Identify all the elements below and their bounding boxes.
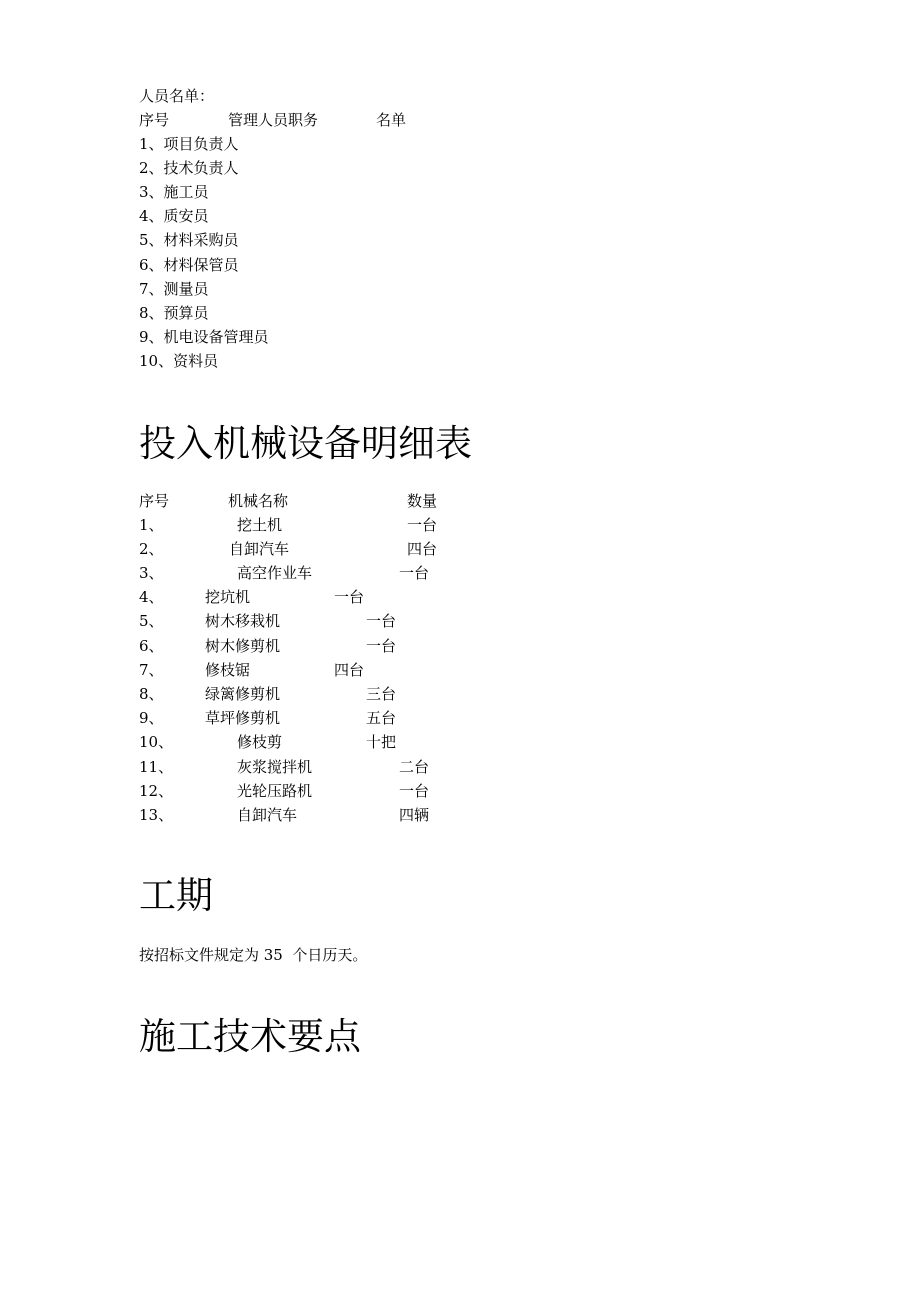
personnel-row: 8、预算员 [139,304,209,322]
equipment-qty: 一台 [407,516,438,534]
equipment-no: 1、 [139,516,164,534]
equipment-name: 挖坑机 [205,588,251,606]
personnel-header-name: 名单 [376,111,407,129]
personnel-row: 7、测量员 [139,280,209,298]
equipment-qty: 一台 [366,637,397,655]
personnel-row: 9、机电设备管理员 [139,328,269,346]
equipment-no: 9、 [139,709,164,727]
equipment-qty: 四台 [334,661,365,679]
personnel-row: 5、材料采购员 [139,231,239,249]
equipment-name: 灰浆搅拌机 [237,758,313,776]
equipment-qty: 十把 [366,733,397,751]
personnel-row: 10、资料员 [139,352,219,370]
equipment-name: 树木移栽机 [205,612,281,630]
equipment-name: 草坪修剪机 [205,709,281,727]
equipment-heading: 投入机械设备明细表 [139,422,472,465]
equipment-no: 2、 [139,540,164,558]
personnel-row: 1、项目负责人 [139,135,239,153]
equipment-qty: 四台 [407,540,438,558]
equipment-name: 高空作业车 [237,564,313,582]
equipment-header-qty: 数量 [407,492,438,510]
personnel-header-title: 管理人员职务 [228,111,319,129]
equipment-qty: 三台 [366,685,397,703]
equipment-no: 11、 [139,758,174,776]
equipment-header-name: 机械名称 [228,492,289,510]
equipment-no: 13、 [139,806,174,824]
personnel-header-no: 序号 [139,111,170,129]
personnel-row: 2、技术负责人 [139,159,239,177]
equipment-no: 5、 [139,612,164,630]
equipment-name: 树木修剪机 [205,637,281,655]
equipment-name: 绿篱修剪机 [205,685,281,703]
equipment-header-no: 序号 [139,492,170,510]
equipment-qty: 一台 [399,564,430,582]
personnel-row: 6、材料保管员 [139,256,239,274]
personnel-title: 人员名单： [139,87,215,105]
equipment-no: 10、 [139,733,174,751]
schedule-heading: 工期 [139,874,213,917]
equipment-name: 光轮压路机 [237,782,313,800]
technical-heading: 施工技术要点 [139,1015,361,1058]
equipment-name: 挖土机 [237,516,283,534]
personnel-row: 4、质安员 [139,207,209,225]
equipment-name: 自卸汽车 [237,806,298,824]
equipment-no: 3、 [139,564,164,582]
equipment-no: 8、 [139,685,164,703]
equipment-no: 7、 [139,661,164,679]
equipment-qty: 二台 [399,758,430,776]
equipment-no: 12、 [139,782,174,800]
schedule-text: 按招标文件规定为 35 个日历天。 [139,946,368,964]
equipment-no: 4、 [139,588,164,606]
equipment-name: 修枝剪 [237,733,283,751]
equipment-qty: 一台 [366,612,397,630]
equipment-qty: 一台 [399,782,430,800]
equipment-no: 6、 [139,637,164,655]
personnel-row: 3、施工员 [139,183,209,201]
equipment-qty: 四辆 [399,806,430,824]
equipment-name: 自卸汽车 [229,540,290,558]
equipment-qty: 五台 [366,709,397,727]
equipment-qty: 一台 [334,588,365,606]
equipment-name: 修枝锯 [205,661,251,679]
